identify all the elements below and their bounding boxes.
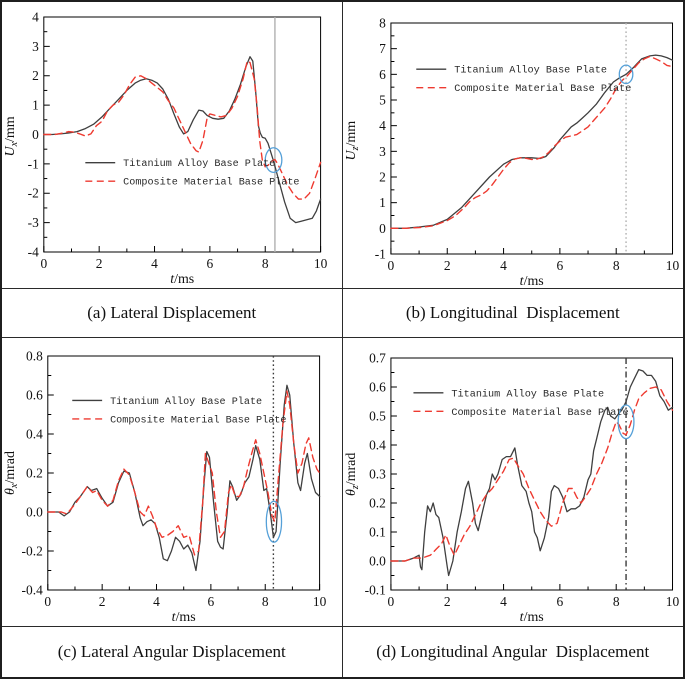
svg-text:4: 4: [499, 593, 507, 610]
svg-text:-2: -2: [27, 185, 39, 201]
svg-text:0: 0: [32, 126, 39, 143]
y-axis-label: $\theta_x$/mrad: [2, 451, 20, 495]
svg-text:7: 7: [378, 41, 386, 57]
legend: [416, 65, 631, 96]
chart-longitudinal-displacement: [343, 2, 684, 288]
caption-cell-a: [2, 288, 343, 338]
svg-text:0.1: 0.1: [368, 524, 386, 540]
caption-a: (a) Lateral Displacement: [87, 303, 257, 322]
y-axis-label: $U_x/mm$: [2, 116, 20, 157]
x-axis-label: t/ms: [171, 609, 196, 626]
svg-text:6: 6: [206, 255, 214, 272]
svg-text:4: 4: [32, 9, 39, 25]
svg-text:0: 0: [378, 220, 386, 236]
svg-text:2: 2: [443, 593, 451, 610]
svg-text:6: 6: [207, 593, 215, 610]
x-axis: [40, 246, 327, 271]
svg-text:8: 8: [261, 255, 269, 272]
svg-text:Composite Material Base Plate: Composite Material Base Plate: [450, 407, 629, 419]
svg-text:0: 0: [387, 593, 394, 610]
svg-text:Titanium Alloy Base Plate: Titanium Alloy Base Plate: [110, 396, 263, 408]
caption-d: (d) Longitudinal Angular Displacement: [376, 642, 650, 661]
y-axis: [22, 348, 54, 597]
svg-text:8: 8: [612, 257, 620, 274]
caption-cell-d: [343, 626, 684, 677]
svg-text:0.4: 0.4: [368, 437, 386, 453]
svg-text:8: 8: [378, 15, 386, 31]
x-axis: [44, 584, 326, 609]
svg-text:0.7: 0.7: [368, 350, 386, 366]
caption-c: (c) Lateral Angular Displacement: [57, 642, 286, 661]
chart-lateral-angular-displacement: [2, 338, 342, 626]
svg-text:-3: -3: [27, 215, 39, 231]
legend: [85, 158, 299, 189]
caption-b: (b) Longitudinal Displacement: [405, 303, 620, 322]
legend: [413, 388, 628, 419]
svg-text:0: 0: [387, 257, 394, 274]
svg-text:0.2: 0.2: [368, 495, 386, 511]
svg-text:8: 8: [261, 593, 269, 610]
svg-text:2: 2: [378, 169, 386, 185]
svg-text:0.2: 0.2: [26, 465, 43, 481]
svg-text:0: 0: [44, 593, 52, 610]
panel-lateral-angular-displacement: [2, 338, 343, 626]
svg-text:Composite Material Base Plate: Composite Material Base Plate: [110, 415, 287, 427]
svg-text:0.0: 0.0: [26, 504, 43, 520]
svg-text:3: 3: [32, 38, 39, 54]
svg-text:10: 10: [665, 593, 679, 610]
series-titanium: [44, 57, 321, 223]
panel-longitudinal-displacement: [343, 2, 684, 288]
y-axis-label: $U_z/mm$: [343, 120, 361, 161]
svg-text:0.6: 0.6: [26, 387, 43, 403]
plot-frame: [390, 23, 672, 254]
svg-text:4: 4: [151, 255, 158, 272]
svg-text:10: 10: [313, 255, 328, 272]
svg-text:-0.2: -0.2: [21, 543, 43, 559]
svg-text:2: 2: [443, 257, 451, 274]
svg-text:2: 2: [32, 68, 39, 84]
svg-text:2: 2: [95, 255, 103, 272]
x-axis-label: t/ms: [519, 273, 544, 288]
svg-text:-0.1: -0.1: [364, 582, 386, 598]
series-titanium: [390, 370, 672, 576]
plot-frame: [44, 17, 321, 252]
svg-text:0.8: 0.8: [26, 348, 43, 364]
svg-text:1: 1: [32, 97, 39, 113]
svg-text:3: 3: [378, 143, 386, 159]
caption-cell-b: [343, 288, 684, 338]
svg-text:4: 4: [153, 593, 160, 610]
svg-text:0: 0: [40, 255, 48, 272]
x-axis: [387, 248, 679, 273]
svg-text:6: 6: [556, 257, 563, 274]
svg-text:Titanium Alloy Base Plate: Titanium Alloy Base Plate: [453, 65, 607, 77]
svg-text:Composite Material Base Plate: Composite Material Base Plate: [453, 84, 631, 96]
svg-text:-4: -4: [27, 244, 39, 260]
x-axis: [387, 584, 679, 609]
svg-text:10: 10: [312, 593, 327, 610]
svg-text:10: 10: [665, 257, 679, 274]
plot-frame: [48, 356, 320, 590]
svg-text:-1: -1: [374, 246, 386, 262]
svg-text:-0.4: -0.4: [21, 582, 43, 598]
svg-text:2: 2: [98, 593, 106, 610]
svg-text:1: 1: [378, 195, 386, 211]
legend: [72, 396, 286, 427]
chart-longitudinal-angular-displacement: [343, 338, 684, 626]
x-axis-label: t/ms: [519, 609, 544, 626]
svg-text:Titanium Alloy Base Plate: Titanium Alloy Base Plate: [123, 159, 276, 171]
svg-text:0.0: 0.0: [368, 553, 386, 569]
svg-text:0.5: 0.5: [368, 408, 386, 424]
x-axis-label: t/ms: [170, 271, 195, 288]
y-axis: [374, 15, 396, 261]
caption-cell-c: [2, 626, 343, 677]
svg-text:8: 8: [612, 593, 620, 610]
panel-lateral-displacement: [2, 2, 343, 288]
svg-text:6: 6: [378, 66, 386, 82]
svg-text:4: 4: [378, 118, 386, 134]
svg-text:4: 4: [499, 257, 507, 274]
chart-lateral-displacement: [2, 2, 342, 288]
svg-text:5: 5: [378, 92, 386, 108]
svg-text:0.4: 0.4: [26, 426, 43, 442]
panel-longitudinal-angular-displacement: [343, 338, 684, 626]
svg-text:6: 6: [556, 593, 563, 610]
svg-text:Composite Material Base Plate: Composite Material Base Plate: [123, 177, 300, 189]
svg-text:-1: -1: [27, 156, 39, 172]
svg-text:0.6: 0.6: [368, 379, 386, 395]
y-axis-label: $\theta_z$/mrad: [343, 452, 361, 496]
svg-text:Titanium Alloy Base Plate: Titanium Alloy Base Plate: [450, 389, 604, 401]
svg-text:0.3: 0.3: [368, 466, 386, 482]
